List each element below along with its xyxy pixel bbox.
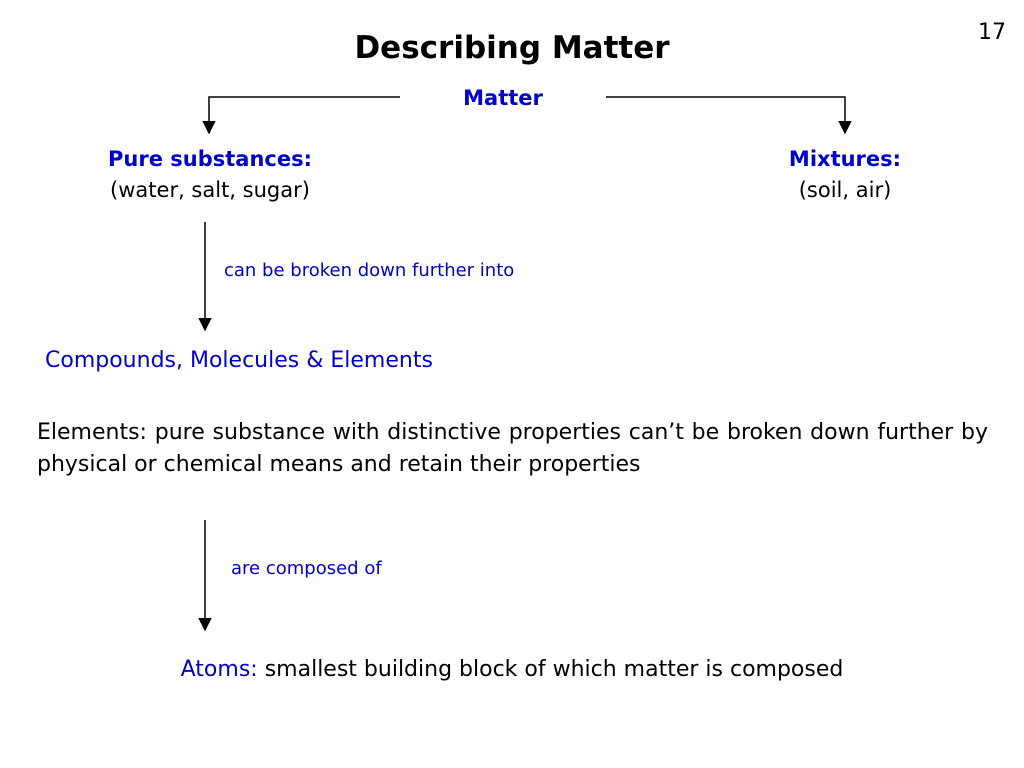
elements-definition: Elements: pure substance with distinctive properties can’t be broken down further by physical or chemical means and retain their properties <box>37 420 988 477</box>
mixtures-examples: (soil, air) <box>798 178 892 202</box>
atoms-node <box>0 657 1024 682</box>
matter-node: Matter <box>463 86 543 110</box>
mixtures-node <box>745 144 945 206</box>
pure-substances-heading: Pure substances: <box>108 147 312 171</box>
pure-substances-examples: (water, salt, sugar) <box>110 178 310 202</box>
page-number: 17 <box>978 20 1006 45</box>
compounds-node: Compounds, Molecules & Elements <box>45 348 433 373</box>
edge-label-broken-down: can be broken down further into <box>224 260 515 281</box>
edge-label-composed-of: are composed of <box>231 558 382 579</box>
pure-substances-node <box>70 144 350 206</box>
slide-title: Describing Matter <box>354 30 670 66</box>
atoms-description: smallest building block of which matter is composed <box>264 657 844 682</box>
atoms-label: Atoms: <box>180 657 258 682</box>
mixtures-heading: Mixtures: <box>788 147 902 171</box>
